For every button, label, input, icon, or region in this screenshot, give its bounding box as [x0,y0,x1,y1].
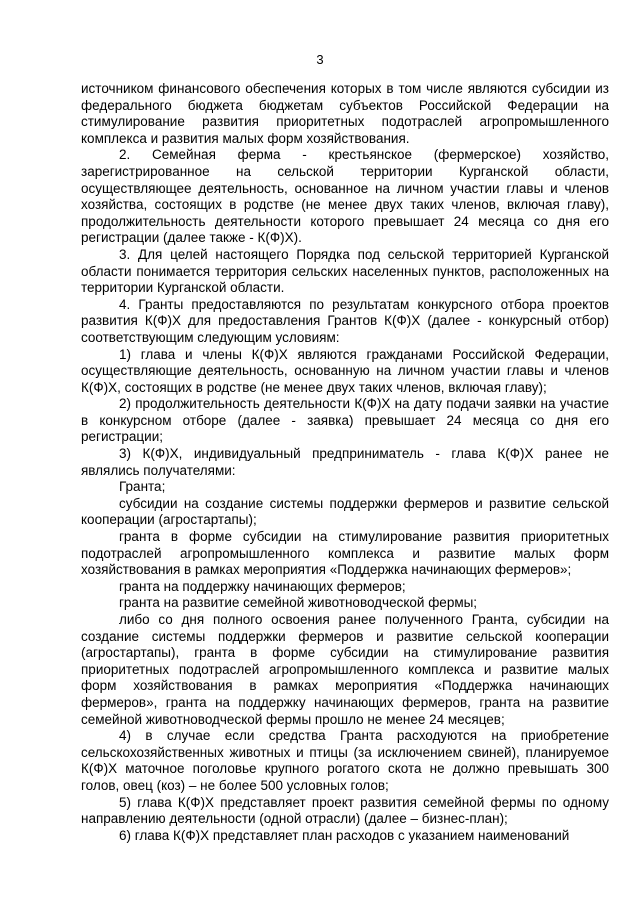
paragraph: 2. Семейная ферма - крестьянское (фермерское) хозяйство, зарегистрированное на сельской территории Курганской области, осуществляющее деятельность, основанное на личном участии главы и членов хозяйства, состоящих в родстве (не менее двух таких членов, включая главу), продолжительность деятельности которого превышает 24 месяца со дня его регистрации (далее также - К(Ф)Х). [81,147,609,246]
paragraph: гранта на поддержку начинающих фермеров; [119,578,406,594]
document-body [81,81,609,844]
paragraph: либо со дня полного освоения ранее полученного Гранта, субсидии на создание системы поддержки фермеров и развитие сельской кооперации (агростартапы), гранта в форме субсидии на стимулирование развития приоритетных подотраслей агропромышленного комплекса и развитие малых форм хозяйствования в рамках мероприятия «Поддержка начинающих фермеров», гранта на поддержку начинающих фермеров, гранта на развитие семейной животноводческой фермы прошло не менее 24 месяцев; [81,612,609,727]
paragraph: 2) продолжительность деятельности К(Ф)Х на дату подачи заявки на участие в конкурсном отборе (далее - заявка) превышает 24 месяца со дня его регистрации; [81,396,609,445]
paragraph: 5) глава К(Ф)Х представляет проект развития семейной фермы по одному направлению деятельности (одной отрасли) (далее – бизнес-план); [81,794,609,827]
paragraph: 3. Для целей настоящего Порядка под сельской территорией Курганской области понимается территория сельских населенных пунктов, расположенных на территории Курганской области. [81,246,609,296]
paragraph: субсидии на создание системы поддержки фермеров и развитие сельской кооперации (агростартапы); [81,495,609,528]
paragraph: Гранта; [119,479,166,495]
paragraph: 1) глава и члены К(Ф)Х являются гражданами Российской Федерации, осуществляющие деятельность, основанную на личном участии главы и членов К(Ф)Х, состоящих в родстве (не менее двух таких членов, включая главу); [81,346,609,395]
paragraph: гранта в форме субсидии на стимулирование развития приоритетных подотраслей агропромышленного комплекса и развитие малых форм хозяйствования в рамках мероприятия «Поддержка начинающих фермеров»; [81,529,609,578]
paragraph: 4. Гранты предоставляются по результатам конкурсного отбора проектов развития К(Ф)Х для предоставления Грантов К(Ф)Х (далее - конкурсный отбор) соответствующим следующим условиям: [81,296,609,345]
paragraph: 3) К(Ф)Х, индивидуальный предприниматель - глава К(Ф)Х ранее не являлись получателями: [81,446,609,478]
paragraph: 6) глава К(Ф)Х представляет план расходов с указанием наименований [119,827,570,843]
paragraph: гранта на развитие семейной животноводческой фермы; [119,595,478,611]
page-number: 3 [316,52,324,67]
paragraph: источником финансового обеспечения которых в том числе являются субсидии из федерального бюджета бюджетам субъектов Российской Федерации на стимулирование развития приоритетных подотраслей агропромышленного комплекса и развития малых форм хозяйствования. [81,81,609,146]
paragraph: 4) в случае если средства Гранта расходуются на приобретение сельскохозяйственных животных и птицы (за исключением свиней), планируемое К(Ф)Х маточное поголовье крупного рогатого скота не должно превышать 300 голов, овец (коз) – не более 500 условных голов; [81,728,609,793]
